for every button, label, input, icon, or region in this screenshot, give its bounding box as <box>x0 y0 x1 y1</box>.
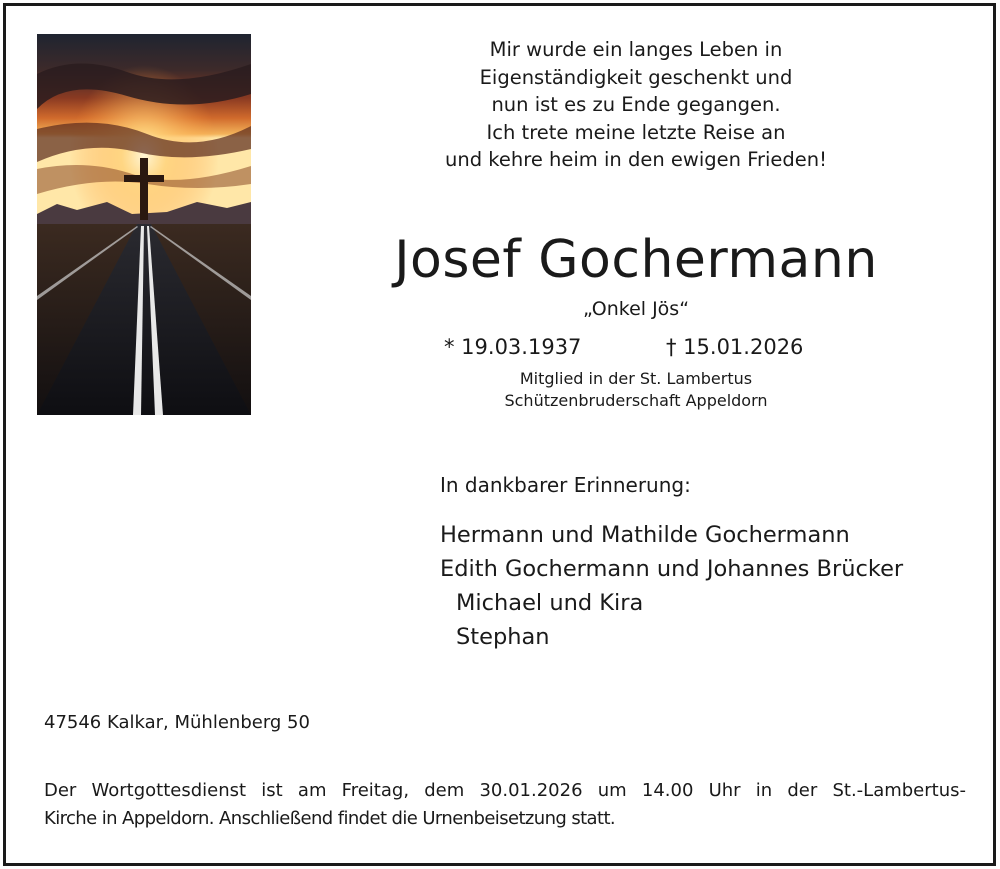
mourner-name: Hermann und Mathilde Gochermann <box>440 522 850 548</box>
service-line: Kirche in Appeldorn. Anschließend findet die Urnenbeisetzung statt. <box>44 808 616 829</box>
cross-sunset-road-image <box>37 34 251 415</box>
deceased-nickname: „Onkel Jös“ <box>582 298 690 320</box>
verse-line: nun ist es zu Ende gegangen. <box>491 93 781 116</box>
death-date: † 15.01.2026 <box>666 335 804 359</box>
service-info <box>44 777 966 833</box>
mourners-heading: In dankbarer Erinnerung: <box>440 473 691 497</box>
membership <box>436 368 836 412</box>
membership-line: Mitglied in der St. Lambertus <box>519 369 753 388</box>
obituary-notice <box>3 3 996 866</box>
mourner-name: Michael und Kira <box>456 590 644 616</box>
verse-line: Ich trete meine letzte Reise an <box>486 120 786 144</box>
verse-line: und kehre heim in den ewigen Frieden! <box>445 148 827 171</box>
birth-date: * 19.03.1937 <box>444 335 582 359</box>
mourners-list <box>440 518 903 654</box>
verse-line: Eigenständigkeit geschenkt und <box>479 65 793 89</box>
verse <box>366 36 906 174</box>
verse-line: Mir wurde ein langes Leben in <box>489 38 783 61</box>
service-line: Der Wortgottesdienst ist am Freitag, dem 30.01.2026 um 14.00 Uhr in der St.-Lambertus- <box>44 780 966 801</box>
address: 47546 Kalkar, Mühlenberg 50 <box>44 712 310 733</box>
membership-line: Schützenbruderschaft Appeldorn <box>504 391 768 410</box>
deceased-name: Josef Gochermann <box>394 230 878 290</box>
mourner-name: Edith Gochermann und Johannes Brücker <box>440 556 904 582</box>
mourner-name: Stephan <box>456 624 550 650</box>
